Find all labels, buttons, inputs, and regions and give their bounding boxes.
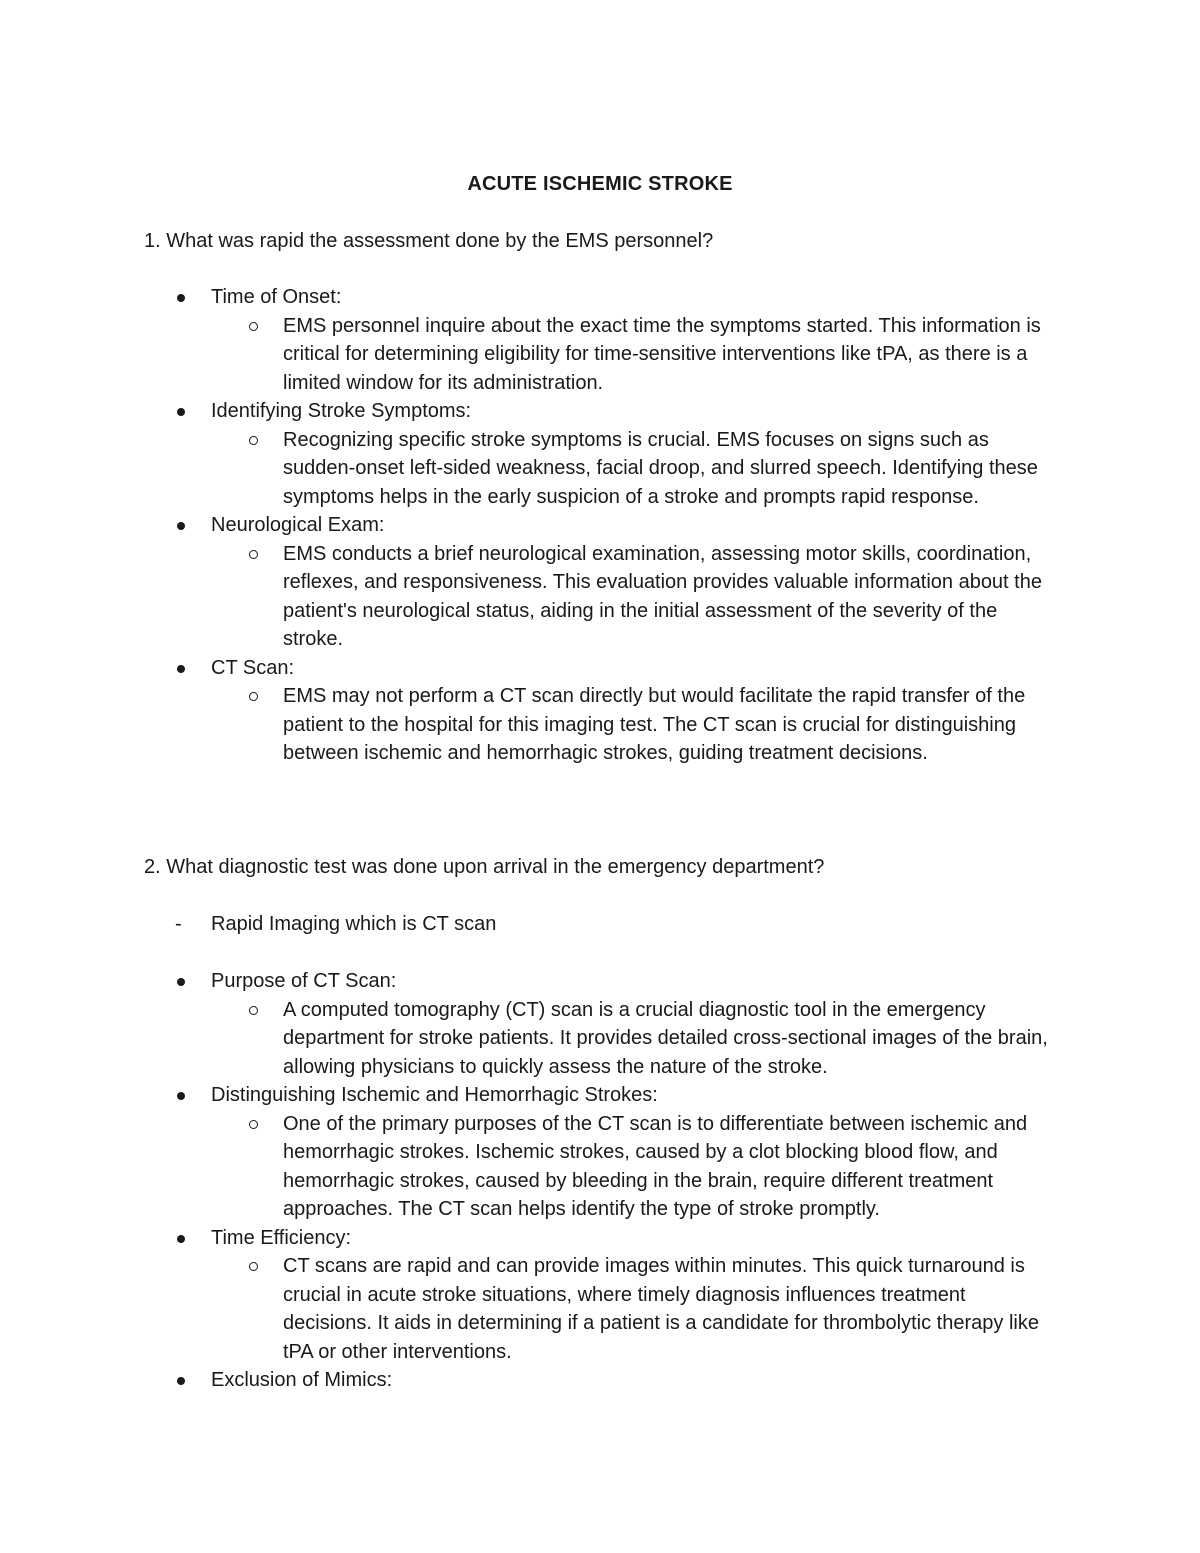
bullet-heading xyxy=(0,283,1200,312)
bullet-heading-text: Neurological Exam: xyxy=(211,514,385,536)
bullet-heading-text: Time of Onset: xyxy=(211,286,342,308)
sub-item-text: EMS personnel inquire about the exact time the symptoms started. This information is critical for determining eligibility for time-sensitive interventions like tPA, as there is a limited window for its administration. xyxy=(283,314,1041,394)
filled-bullet-icon xyxy=(177,1377,185,1385)
bullet-heading xyxy=(0,397,1200,426)
sub-list-item xyxy=(0,682,1058,768)
question-2-answer-list xyxy=(0,967,1200,1395)
bullet-heading-text: Identifying Stroke Symptoms: xyxy=(211,400,472,422)
hollow-bullet-icon xyxy=(249,322,258,331)
question-2: 2. What diagnostic test was done upon arrival in the emergency department? xyxy=(144,856,825,878)
bullet-heading-text: CT Scan: xyxy=(211,656,294,679)
list-item xyxy=(0,1366,1200,1395)
filled-bullet-icon xyxy=(177,408,185,416)
sub-list-item xyxy=(0,312,1058,398)
sub-list-item xyxy=(0,426,1058,512)
hollow-bullet-icon xyxy=(249,692,258,701)
list-item xyxy=(0,511,1200,654)
list-item xyxy=(0,1224,1200,1367)
sub-item-text: EMS conducts a brief neurological examination, assessing motor skills, coordination, reflexes, and responsiveness. This evaluation provides valuable information about the patient's neurological status, aiding in the initial assessment of the severity of the stroke. xyxy=(283,542,1042,650)
sub-item-text: CT scans are rapid and can provide images within minutes. This quick turnaround is crucial in acute stroke situations, where timely diagnosis influences treatment decisions. It aids in determining if a patient is a candidate for thrombolytic therapy like tPA or other interventions. xyxy=(283,1255,1039,1363)
bullet-heading-text: Exclusion of Mimics: xyxy=(211,1369,393,1391)
bullet-heading-text: Time Efficiency: xyxy=(211,1226,352,1249)
bullet-heading-text: Distinguishing Ischemic and Hemorrhagic Strokes: xyxy=(211,1084,658,1106)
sub-list-item xyxy=(0,540,1058,654)
bullet-heading xyxy=(0,1224,1200,1253)
sub-item-text: One of the primary purposes of the CT scan is to differentiate between ischemic and hemorrhagic strokes. Ischemic strokes, caused by a clot blocking blood flow, and hemorrhagic strokes, caused by bleeding in the brain, require different treatment approaches. The CT scan helps identify the type of stroke promptly. xyxy=(283,1112,1028,1220)
sub-item-text: A computed tomography (CT) scan is a crucial diagnostic tool in the emergency department for stroke patients. It provides detailed cross-sectional images of the brain, allowing physicians to quickly assess the nature of the stroke. xyxy=(283,998,1048,1078)
bullet-heading xyxy=(0,654,1200,683)
bullet-heading xyxy=(0,1366,1200,1395)
filled-bullet-icon xyxy=(177,665,185,673)
hollow-bullet-icon xyxy=(249,1120,258,1129)
bullet-heading xyxy=(0,511,1200,540)
sub-list-item xyxy=(0,996,1058,1082)
sub-list-item xyxy=(0,1252,1058,1366)
hollow-bullet-icon xyxy=(249,436,258,445)
dash-bullet-icon: - xyxy=(175,913,182,935)
list-item xyxy=(0,967,1200,1081)
filled-bullet-icon xyxy=(177,522,185,530)
list-item xyxy=(0,1081,1200,1224)
hollow-bullet-icon xyxy=(249,1006,258,1015)
bullet-heading xyxy=(0,1081,1200,1110)
sub-list-item xyxy=(0,1110,1058,1224)
sub-item-text: Recognizing specific stroke symptoms is crucial. EMS focuses on signs such as sudden-onset left-sided weakness, facial droop, and slurred speech. Identifying these symptoms helps in the early suspicion of a stroke and prompts rapid response. xyxy=(283,428,1038,508)
bullet-heading xyxy=(0,967,1200,996)
filled-bullet-icon xyxy=(177,1235,185,1243)
sub-item-text: EMS may not perform a CT scan directly but would facilitate the rapid transfer of the patient to the hospital for this imaging test. The CT scan is crucial for distinguishing between ischemic and hemorrhagic strokes, guiding treatment decisions. xyxy=(283,685,1026,764)
hollow-bullet-icon xyxy=(249,1262,258,1271)
list-item xyxy=(0,654,1200,768)
list-item xyxy=(0,283,1200,397)
filled-bullet-icon xyxy=(177,294,185,302)
bullet-heading-text: Purpose of CT Scan: xyxy=(211,970,397,992)
list-item xyxy=(0,397,1200,511)
question-1-answer-list xyxy=(0,283,1200,768)
question-1: 1. What was rapid the assessment done by the EMS personnel? xyxy=(144,230,714,252)
filled-bullet-icon xyxy=(177,978,185,986)
filled-bullet-icon xyxy=(177,1092,185,1100)
document-title: ACUTE ISCHEMIC STROKE xyxy=(467,173,733,195)
hollow-bullet-icon xyxy=(249,550,258,559)
short-answer-text: Rapid Imaging which is CT scan xyxy=(211,913,497,935)
